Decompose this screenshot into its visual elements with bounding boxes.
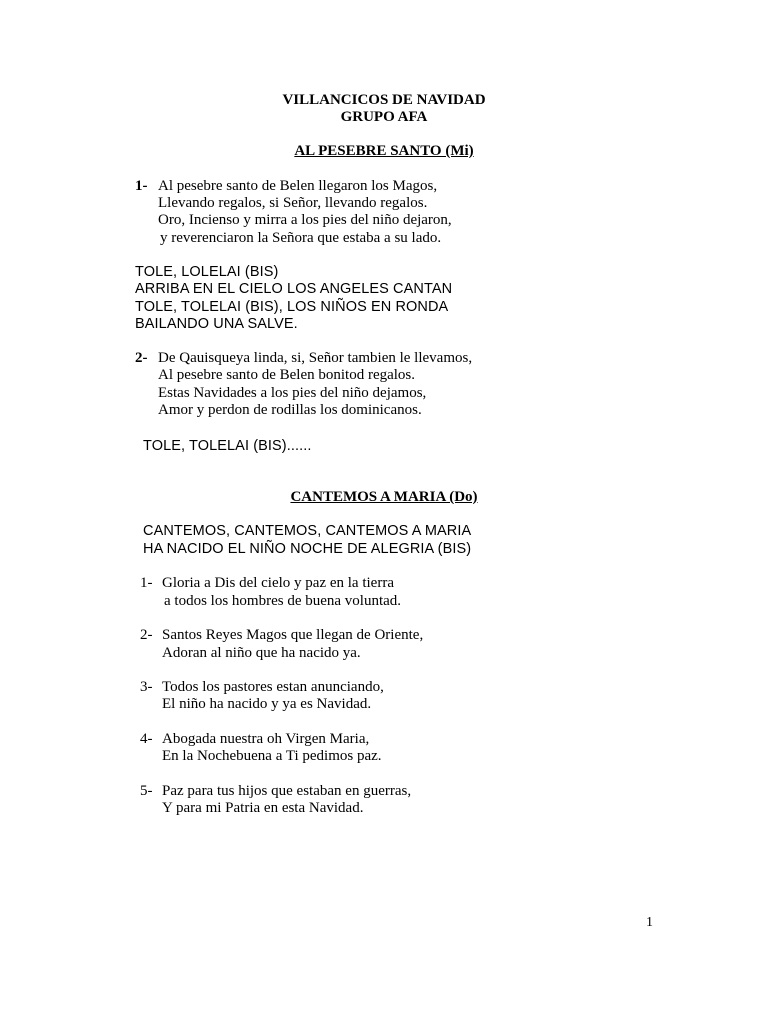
verse-line: Santos Reyes Magos que llegan de Oriente, <box>162 627 424 643</box>
verse-line: Paz para tus hijos que estaban en guerras, <box>162 783 412 799</box>
document-title: VILLANCICOS DE NAVIDAD <box>282 92 486 108</box>
verse-line: En la Nochebuena a Ti pedimos paz. <box>162 748 382 764</box>
chorus-line: CANTEMOS, CANTEMOS, CANTEMOS A MARIA <box>143 523 472 539</box>
verse-line: Y para mi Patria en esta Navidad. <box>162 800 364 816</box>
chorus-line: BAILANDO UNA SALVE. <box>135 316 298 332</box>
verse-line: Todos los pastores estan anunciando, <box>162 679 384 695</box>
verse-line: Abogada nuestra oh Virgen Maria, <box>162 731 370 747</box>
song-heading-cantemos-a-maria: CANTEMOS A MARIA (Do) <box>290 489 478 505</box>
verse-number: 5- <box>140 783 153 799</box>
verse-number: 2- <box>135 350 148 366</box>
verse-line: y reverenciaron la Señora que estaba a su lado. <box>160 230 442 246</box>
verse-line: Al pesebre santo de Belen llegaron los Magos, <box>158 178 438 194</box>
verse-line: Llevando regalos, si Señor, llevando regalos. <box>158 195 428 211</box>
verse-number: 1- <box>135 178 148 194</box>
document-subtitle: GRUPO AFA <box>340 109 428 125</box>
verse-line: Al pesebre santo de Belen bonitod regalos. <box>158 367 416 383</box>
verse-number: 3- <box>140 679 153 695</box>
chorus-repeat: TOLE, TOLELAI (BIS)...... <box>143 438 312 454</box>
verse-line: a todos los hombres de buena voluntad. <box>164 593 402 609</box>
verse-line: Adoran al niño que ha nacido ya. <box>162 645 361 661</box>
verse-number: 1- <box>140 575 153 591</box>
verse-line: El niño ha nacido y ya es Navidad. <box>162 696 372 712</box>
verse-line: Amor y perdon de rodillas los dominicanos. <box>158 402 422 418</box>
page-number: 1 <box>646 915 653 930</box>
verse-number: 2- <box>140 627 153 643</box>
verse-number: 4- <box>140 731 153 747</box>
chorus-line: ARRIBA EN EL CIELO LOS ANGELES CANTAN <box>135 281 453 297</box>
verse-line: De Qauisqueya linda, si, Señor tambien le llevamos, <box>158 350 473 366</box>
chorus-line: HA NACIDO EL NIÑO NOCHE DE ALEGRIA (BIS) <box>143 541 472 557</box>
verse-line: Oro, Incienso y mirra a los pies del niño dejaron, <box>158 212 452 228</box>
verse-line: Estas Navidades a los pies del niño dejamos, <box>158 385 427 401</box>
verse-line: Gloria a Dis del cielo y paz en la tierra <box>162 575 394 591</box>
song-heading-al-pesebre-santo: AL PESEBRE SANTO (Mi) <box>294 143 474 159</box>
chorus-line: TOLE, TOLELAI (BIS), LOS NIÑOS EN RONDA <box>135 299 449 315</box>
chorus-line: TOLE, LOLELAI (BIS) <box>135 264 279 280</box>
